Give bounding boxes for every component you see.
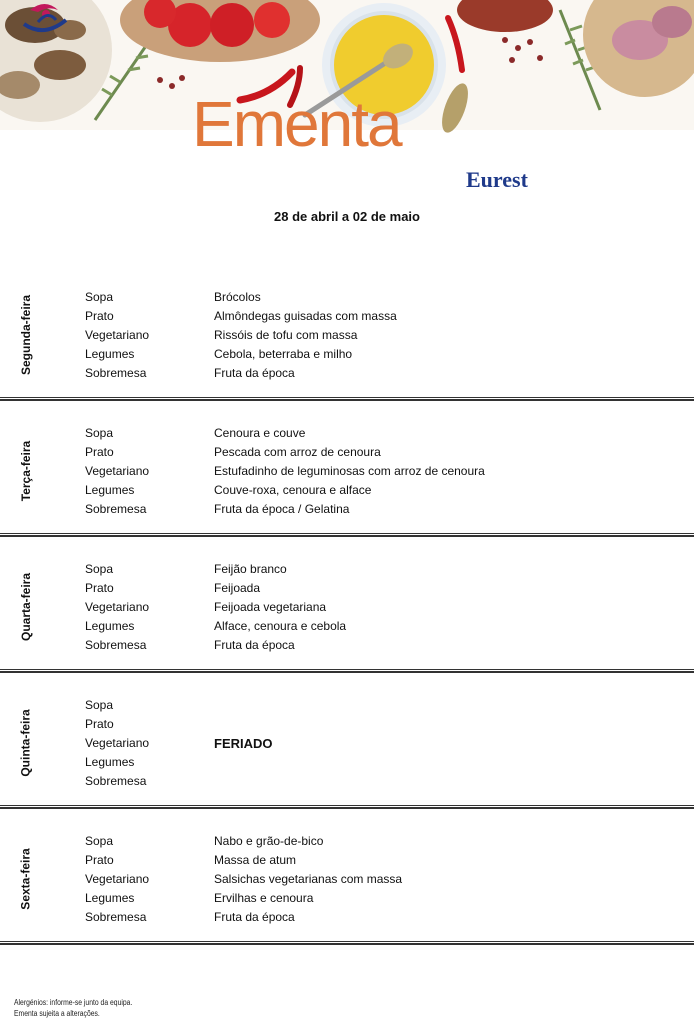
day-label: Quinta-feira [19, 708, 33, 777]
category-label: Legumes [85, 347, 135, 361]
menu-row [0, 481, 694, 500]
dish-name: Cebola, beterraba e milho [214, 347, 353, 361]
category-label: Legumes [85, 483, 135, 497]
dish-name: Fruta da época [214, 366, 295, 380]
dish-name: Cenoura e couve [214, 426, 306, 440]
menu-row [0, 326, 694, 345]
holiday-label: FERIADO [214, 736, 273, 751]
category-label: Sopa [85, 834, 114, 848]
dish-name: Alface, cenoura e cebola [214, 619, 347, 633]
category-label: Prato [85, 717, 114, 731]
day-divider [0, 533, 694, 537]
day-divider [0, 669, 694, 673]
dish-name: Almôndegas guisadas com massa [214, 309, 397, 323]
category-label: Sopa [85, 426, 114, 440]
dish-name: Massa de atum [214, 853, 297, 867]
menu-row [0, 307, 694, 326]
header-banner [0, 0, 694, 200]
category-label: Sobremesa [85, 638, 147, 652]
menu-row [0, 462, 694, 481]
dish-name: Feijão branco [214, 562, 287, 576]
category-label: Sopa [85, 290, 114, 304]
dish-name: Fruta da época / Gelatina [214, 502, 350, 516]
eurest-logo-icon [0, 0, 90, 60]
dish-name: Estufadinho de leguminosas com arroz de cenoura [214, 464, 485, 478]
dish-name: Feijoada [214, 581, 261, 595]
category-label: Sopa [85, 698, 114, 712]
menu-row [0, 889, 694, 908]
category-label: Sopa [85, 562, 114, 576]
menu-row [0, 598, 694, 617]
menu-row [0, 424, 694, 443]
menu-row [0, 636, 694, 655]
category-label: Sobremesa [85, 366, 147, 380]
category-label: Vegetariano [85, 464, 150, 478]
menu-row [0, 617, 694, 636]
dish-name: Couve-roxa, cenoura e alface [214, 483, 372, 497]
allergens-note: Alergénios: informe-se junto da equipa. [14, 998, 133, 1007]
footer-notes [14, 997, 132, 1019]
menu-row [0, 443, 694, 462]
category-label: Prato [85, 309, 114, 323]
dish-name: Fruta da época [214, 638, 295, 652]
category-label: Vegetariano [85, 736, 150, 750]
dish-name: Rissóis de tofu com massa [214, 328, 358, 342]
category-label: Vegetariano [85, 600, 150, 614]
day-label: Terça-feira [19, 440, 34, 501]
menu-row [0, 832, 694, 851]
day-divider [0, 941, 694, 945]
dish-name: Brócolos [214, 290, 261, 304]
category-label: Legumes [85, 619, 135, 633]
menu-row [0, 364, 694, 383]
dish-name: Fruta da época [214, 910, 295, 924]
dish-name: Feijoada vegetariana [214, 600, 327, 614]
menu-row [0, 851, 694, 870]
menu-row [0, 753, 694, 772]
category-label: Prato [85, 581, 114, 595]
category-label: Sobremesa [85, 502, 147, 516]
dish-name: Ervilhas e cenoura [214, 891, 314, 905]
menu-row [0, 734, 694, 753]
menu-row [0, 870, 694, 889]
category-label: Vegetariano [85, 872, 150, 886]
menu-row [0, 288, 694, 307]
category-label: Vegetariano [85, 328, 150, 342]
day-divider [0, 805, 694, 809]
changes-note: Ementa sujeita a alterações. [14, 1009, 100, 1018]
day-label: Quarta-feira [19, 572, 33, 641]
menu-row [0, 345, 694, 364]
category-label: Legumes [85, 891, 135, 905]
menu-row [0, 696, 694, 715]
category-label: Sobremesa [85, 774, 147, 788]
menu-row [0, 908, 694, 927]
menu-row [0, 579, 694, 598]
date-range: 28 de abril a 02 de maio [274, 209, 420, 224]
ementa-title: Ementa [192, 88, 401, 160]
day-label: Sexta-feira [19, 847, 33, 910]
day-divider [0, 397, 694, 401]
dish-name: Pescada com arroz de cenoura [214, 445, 381, 459]
menu-row [0, 560, 694, 579]
menu-row [0, 500, 694, 519]
category-label: Sobremesa [85, 910, 147, 924]
eurest-brand: Eurest [466, 167, 528, 192]
category-label: Prato [85, 445, 114, 459]
category-label: Legumes [85, 755, 135, 769]
day-label: Segunda-feira [19, 294, 34, 375]
menu-row [0, 772, 694, 791]
dish-name: Salsichas vegetarianas com massa [214, 872, 403, 886]
category-label: Prato [85, 853, 114, 867]
menu-row [0, 715, 694, 734]
dish-name: Nabo e grão-de-bico [214, 834, 324, 848]
